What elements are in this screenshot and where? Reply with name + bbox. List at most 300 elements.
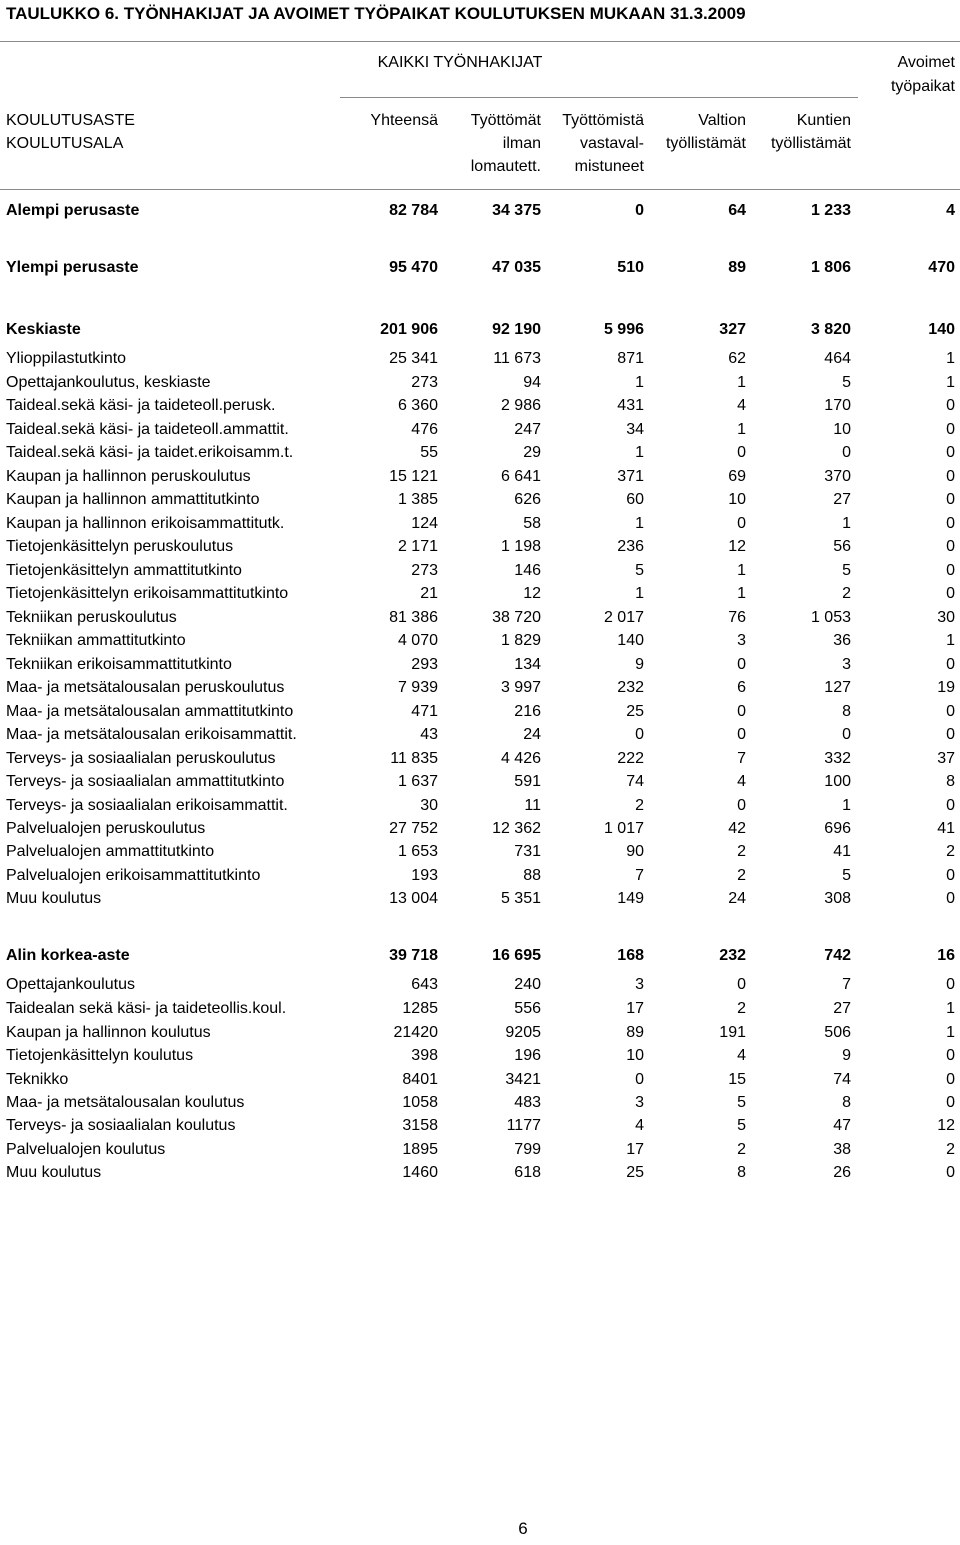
header-col-1-line-1: ilman [502,135,541,152]
cell-col-1: 9205 [505,1024,541,1041]
table-row [0,1068,960,1091]
header-col-1-line-2: lomautett. [470,158,541,175]
row-label: Tekniikan erikoisammattitutkinto [6,656,232,673]
cell-col-3: 8 [737,1164,746,1181]
cell-col-5: 0 [946,867,955,884]
table-row [0,512,960,535]
cell-col-2: 0 [635,1071,644,1088]
row-label: Alin korkea-aste [6,947,130,964]
cell-col-5: 1 [946,1000,955,1017]
cell-col-3: 0 [737,703,746,720]
cell-col-3: 0 [737,515,746,532]
table-row [0,199,960,222]
cell-col-5: 4 [946,202,955,219]
cell-col-1: 134 [514,656,541,673]
cell-col-1: 556 [514,1000,541,1017]
cell-col-5: 37 [937,750,955,767]
table-row [0,864,960,887]
cell-col-1: 483 [514,1094,541,1111]
cell-col-5: 0 [946,976,955,993]
cell-col-2: 9 [635,656,644,673]
cell-col-3: 1 [737,421,746,438]
header-bottom-rule [0,189,960,190]
cell-col-2: 34 [626,421,644,438]
cell-col-1: 29 [523,444,541,461]
cell-col-0: 39 718 [389,947,438,964]
cell-col-4: 9 [842,1047,851,1064]
cell-col-3: 0 [737,976,746,993]
cell-col-0: 273 [411,562,438,579]
cell-col-3: 232 [719,947,746,964]
cell-col-3: 2 [737,843,746,860]
cell-col-0: 13 004 [389,890,438,907]
cell-col-4: 170 [824,397,851,414]
cell-col-4: 1 233 [810,202,851,219]
cell-col-5: 0 [946,515,955,532]
cell-col-4: 8 [842,1094,851,1111]
cell-col-5: 0 [946,421,955,438]
cell-col-1: 4 426 [500,750,541,767]
cell-col-0: 21420 [393,1024,438,1041]
cell-col-1: 11 [524,797,541,814]
cell-col-0: 1460 [402,1164,438,1181]
cell-col-4: 100 [824,773,851,790]
cell-col-0: 25 341 [389,350,438,367]
cell-col-2: 1 [635,374,644,391]
cell-col-4: 1 053 [810,609,851,626]
table-row [0,394,960,417]
cell-col-4: 74 [833,1071,851,1088]
cell-col-4: 332 [824,750,851,767]
cell-col-1: 216 [514,703,541,720]
row-label: Terveys- ja sosiaalialan erikoisammattit. [6,797,288,814]
header-avoimet-line1: Avoimet [897,54,955,71]
table-row [0,441,960,464]
header-col-0-line-0: Yhteensä [370,112,438,129]
row-label: Ylioppilastutkinto [6,350,127,367]
cell-col-5: 0 [946,444,955,461]
cell-col-4: 5 [842,374,851,391]
table-row [0,559,960,582]
cell-col-2: 232 [617,679,644,696]
cell-col-3: 1 [737,374,746,391]
cell-col-1: 94 [523,374,541,391]
cell-col-5: 0 [946,538,955,555]
cell-col-2: 17 [626,1141,644,1158]
row-label: Tietojenkäsittelyn ammattitutkinto [6,562,242,579]
row-label: Kaupan ja hallinnon ammattitutkinto [6,491,260,508]
cell-col-3: 89 [728,259,746,276]
cell-col-0: 293 [411,656,438,673]
cell-col-2: 1 [635,444,644,461]
cell-col-0: 476 [411,421,438,438]
cell-col-3: 0 [737,726,746,743]
cell-col-5: 19 [937,679,955,696]
cell-col-5: 0 [946,1047,955,1064]
cell-col-5: 0 [946,1071,955,1088]
cell-col-3: 7 [737,750,746,767]
cell-col-2: 0 [635,202,644,219]
cell-col-0: 1 385 [397,491,438,508]
header-col-3-line-1: työllistämät [665,135,746,152]
cell-col-2: 25 [626,1164,644,1181]
row-label: Tietojenkäsittelyn erikoisammattitutkinto [6,585,289,602]
cell-col-4: 26 [833,1164,851,1181]
row-label: Alempi perusaste [6,202,140,219]
cell-col-3: 2 [737,1141,746,1158]
cell-col-2: 7 [635,867,644,884]
cell-col-1: 1177 [506,1117,541,1134]
cell-col-5: 0 [946,491,955,508]
cell-col-3: 4 [737,773,746,790]
cell-col-1: 88 [523,867,541,884]
cell-col-0: 3158 [402,1117,438,1134]
cell-col-4: 27 [833,1000,851,1017]
cell-col-4: 56 [833,538,851,555]
cell-col-3: 42 [728,820,746,837]
cell-col-1: 92 190 [492,321,541,338]
cell-col-4: 742 [824,947,851,964]
cell-col-0: 1895 [402,1141,438,1158]
cell-col-2: 0 [635,726,644,743]
cell-col-4: 36 [833,632,851,649]
header-col-1-line-0: Työttömät [470,112,541,129]
cell-col-5: 0 [946,797,955,814]
table-row [0,256,960,279]
cell-col-2: 222 [617,750,644,767]
cell-col-5: 8 [946,773,955,790]
row-label: Taideal.sekä käsi- ja taideteoll.perusk. [6,397,276,414]
cell-col-2: 17 [626,1000,644,1017]
row-label: Palvelualojen peruskoulutus [6,820,206,837]
row-label: Maa- ja metsätalousalan ammattitutkinto [6,703,294,720]
cell-col-5: 30 [937,609,955,626]
cell-col-4: 41 [833,843,851,860]
table-row [0,606,960,629]
table-row [0,582,960,605]
cell-col-4: 1 [842,797,851,814]
table-row [0,944,960,967]
cell-col-3: 64 [728,202,746,219]
cell-col-1: 146 [514,562,541,579]
cell-col-0: 643 [411,976,438,993]
cell-col-2: 10 [626,1047,644,1064]
cell-col-5: 0 [946,562,955,579]
cell-col-2: 510 [617,259,644,276]
cell-col-4: 506 [824,1024,851,1041]
cell-col-5: 1 [946,632,955,649]
table-row [0,535,960,558]
row-label: Palvelualojen ammattitutkinto [6,843,215,860]
table-row [0,465,960,488]
table-row [0,418,960,441]
row-label: Muu koulutus [6,1164,102,1181]
cell-col-3: 4 [737,1047,746,1064]
cell-col-0: 471 [411,703,438,720]
row-label: Muu koulutus [6,890,102,907]
table-row [0,794,960,817]
cell-col-1: 5 351 [500,890,541,907]
row-label: Tekniikan peruskoulutus [6,609,177,626]
cell-col-1: 196 [514,1047,541,1064]
cell-col-0: 95 470 [389,259,438,276]
cell-col-2: 236 [617,538,644,555]
header-avoimet-line2: työpaikat [890,78,955,95]
cell-col-1: 240 [514,976,541,993]
cell-col-1: 731 [514,843,541,860]
page-title: TAULUKKO 6. TYÖNHAKIJAT JA AVOIMET TYÖPAIKAT KOULUTUKSEN MUKAAN 31.3.2009 [6,4,746,23]
cell-col-1: 34 375 [492,202,541,219]
cell-col-3: 24 [728,890,746,907]
table-row [0,371,960,394]
cell-col-3: 2 [737,867,746,884]
cell-col-1: 12 [523,585,541,602]
cell-col-5: 1 [946,1024,955,1041]
row-label: Terveys- ja sosiaalialan peruskoulutus [6,750,276,767]
cell-col-4: 5 [842,867,851,884]
cell-col-2: 871 [617,350,644,367]
cell-col-2: 168 [617,947,644,964]
cell-col-0: 201 906 [380,321,438,338]
cell-col-0: 55 [420,444,438,461]
cell-col-3: 10 [728,491,746,508]
cell-col-1: 2 986 [500,397,541,414]
table-row [0,318,960,341]
cell-col-3: 12 [728,538,746,555]
table-row [0,1044,960,1067]
row-label: Taideal.sekä käsi- ja taideteoll.ammattit. [6,421,289,438]
cell-col-2: 371 [617,468,644,485]
cell-col-4: 0 [842,444,851,461]
cell-col-0: 124 [411,515,438,532]
row-label: Maa- ja metsätalousalan koulutus [6,1094,245,1111]
cell-col-0: 273 [411,374,438,391]
row-label: Taidealan sekä käsi- ja taideteollis.koul. [6,1000,287,1017]
table-row [0,887,960,910]
cell-col-4: 696 [824,820,851,837]
cell-col-4: 308 [824,890,851,907]
cell-col-3: 6 [737,679,746,696]
cell-col-3: 5 [737,1117,746,1134]
cell-col-0: 43 [420,726,438,743]
table-row [0,1091,960,1114]
page-number: 6 [518,1519,528,1538]
row-label: Kaupan ja hallinnon peruskoulutus [6,468,251,485]
cell-col-5: 2 [946,843,955,860]
table-row [0,770,960,793]
cell-col-0: 21 [420,585,438,602]
table-row [0,840,960,863]
cell-col-4: 5 [842,562,851,579]
header-group-rule [340,97,858,98]
cell-col-2: 3 [635,1094,644,1111]
cell-col-5: 12 [937,1117,955,1134]
cell-col-2: 60 [626,491,644,508]
cell-col-5: 16 [937,947,955,964]
cell-col-0: 1 653 [397,843,438,860]
cell-col-3: 69 [728,468,746,485]
cell-col-4: 3 [842,656,851,673]
table-row [0,973,960,996]
header-koulutusala: KOULUTUSALA [6,135,124,152]
cell-col-2: 4 [635,1117,644,1134]
row-label: Kaupan ja hallinnon koulutus [6,1024,211,1041]
cell-col-1: 591 [514,773,541,790]
header-col-4-line-1: työllistämät [770,135,851,152]
cell-col-1: 12 362 [492,820,541,837]
cell-col-3: 1 [737,562,746,579]
table-row [0,488,960,511]
cell-col-1: 3421 [505,1071,541,1088]
row-label: Maa- ja metsätalousalan erikoisammattit. [6,726,297,743]
cell-col-4: 1 806 [810,259,851,276]
row-label: Tietojenkäsittelyn peruskoulutus [6,538,234,555]
cell-col-2: 1 017 [603,820,644,837]
cell-col-3: 76 [728,609,746,626]
cell-col-4: 47 [833,1117,851,1134]
cell-col-3: 0 [737,656,746,673]
cell-col-2: 140 [617,632,644,649]
row-label: Tietojenkäsittelyn koulutus [6,1047,194,1064]
header-col-2-line-0: Työttömistä [562,112,644,129]
cell-col-4: 464 [824,350,851,367]
cell-col-4: 3 820 [810,321,851,338]
row-label: Maa- ja metsätalousalan peruskoulutus [6,679,285,696]
cell-col-5: 0 [946,397,955,414]
cell-col-0: 82 784 [389,202,438,219]
cell-col-3: 1 [737,585,746,602]
cell-col-2: 1 [635,515,644,532]
cell-col-0: 1 637 [397,773,438,790]
header-group-label: KAIKKI TYÖNHAKIJAT [377,54,543,71]
cell-col-1: 58 [523,515,541,532]
row-label: Taideal.sekä käsi- ja taidet.erikoisamm.t. [6,444,294,461]
table-row [0,723,960,746]
cell-col-4: 10 [833,421,851,438]
row-label: Palvelualojen koulutus [6,1141,166,1158]
cell-col-4: 2 [842,585,851,602]
cell-col-2: 5 [635,562,644,579]
cell-col-0: 30 [420,797,438,814]
cell-col-3: 191 [719,1024,746,1041]
cell-col-1: 1 829 [500,632,541,649]
cell-col-4: 8 [842,703,851,720]
cell-col-0: 15 121 [389,468,438,485]
cell-col-2: 1 [635,585,644,602]
cell-col-2: 2 017 [603,609,644,626]
header-koulutusaste: KOULUTUSASTE [6,112,135,129]
cell-col-0: 1058 [402,1094,438,1111]
header-col-4-line-0: Kuntien [796,112,851,129]
table-row [0,1138,960,1161]
cell-col-0: 81 386 [389,609,438,626]
header-col-2-line-1: vastaval- [579,135,644,152]
cell-col-0: 7 939 [397,679,438,696]
cell-col-4: 127 [824,679,851,696]
row-label: Ylempi perusaste [6,259,139,276]
cell-col-5: 1 [946,374,955,391]
table-row [0,1021,960,1044]
cell-col-1: 247 [514,421,541,438]
cell-col-0: 1285 [402,1000,438,1017]
cell-col-0: 27 752 [389,820,438,837]
cell-col-5: 1 [946,350,955,367]
cell-col-3: 5 [737,1094,746,1111]
cell-col-4: 27 [833,491,851,508]
cell-col-0: 2 171 [397,538,438,555]
row-label: Teknikko [6,1071,69,1088]
cell-col-3: 0 [737,444,746,461]
cell-col-1: 24 [523,726,541,743]
cell-col-5: 0 [946,656,955,673]
cell-col-2: 25 [626,703,644,720]
row-label: Terveys- ja sosiaalialan koulutus [6,1117,236,1134]
cell-col-2: 149 [617,890,644,907]
cell-col-2: 74 [626,773,644,790]
cell-col-3: 62 [728,350,746,367]
table-row [0,1114,960,1137]
row-label: Opettajankoulutus [6,976,135,993]
cell-col-4: 370 [824,468,851,485]
cell-col-1: 1 198 [500,538,541,555]
cell-col-2: 89 [626,1024,644,1041]
row-label: Palvelualojen erikoisammattitutkinto [6,867,261,884]
cell-col-5: 140 [928,321,955,338]
cell-col-5: 0 [946,468,955,485]
cell-col-1: 38 720 [492,609,541,626]
cell-col-3: 327 [719,321,746,338]
cell-col-0: 6 360 [397,397,438,414]
cell-col-2: 431 [617,397,644,414]
cell-col-4: 0 [842,726,851,743]
row-label: Kaupan ja hallinnon erikoisammattitutk. [6,515,285,532]
cell-col-3: 4 [737,397,746,414]
cell-col-0: 4 070 [397,632,438,649]
cell-col-3: 2 [737,1000,746,1017]
cell-col-4: 38 [833,1141,851,1158]
header-top-rule [0,41,960,42]
cell-col-3: 3 [737,632,746,649]
table-row [0,700,960,723]
row-label: Tekniikan ammattitutkinto [6,632,186,649]
cell-col-1: 626 [514,491,541,508]
cell-col-2: 2 [635,797,644,814]
cell-col-4: 7 [842,976,851,993]
table-row [0,747,960,770]
cell-col-5: 470 [928,259,955,276]
cell-col-5: 0 [946,1164,955,1181]
cell-col-1: 16 695 [492,947,541,964]
cell-col-1: 11 673 [493,350,541,367]
header-col-2-line-2: mistuneet [574,158,644,175]
cell-col-2: 3 [635,976,644,993]
cell-col-0: 11 835 [390,750,438,767]
cell-col-5: 0 [946,890,955,907]
row-label: Terveys- ja sosiaalialan ammattitutkinto [6,773,285,790]
cell-col-2: 5 996 [603,321,644,338]
row-label: Keskiaste [6,321,81,338]
cell-col-0: 193 [411,867,438,884]
cell-col-2: 90 [626,843,644,860]
cell-col-1: 618 [514,1164,541,1181]
cell-col-1: 6 641 [500,468,541,485]
cell-col-3: 0 [737,797,746,814]
header-col-3-line-0: Valtion [698,112,746,129]
table-row [0,653,960,676]
row-label: Opettajankoulutus, keskiaste [6,374,211,391]
table-row [0,817,960,840]
cell-col-5: 2 [946,1141,955,1158]
